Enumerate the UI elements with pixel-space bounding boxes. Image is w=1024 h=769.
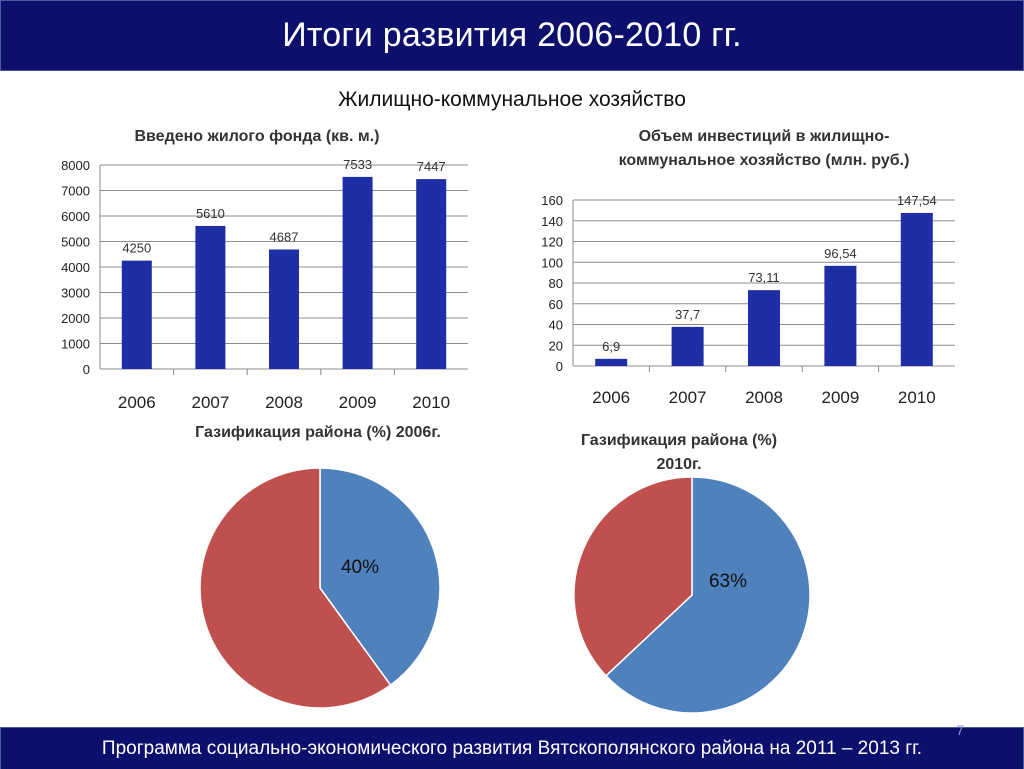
chart0-data-label: 7533	[343, 156, 373, 172]
chart0-bar	[416, 179, 446, 369]
chart1-ytick-label: 100	[541, 255, 563, 271]
chart1-title-line-1: коммунальное хозяйство (млн. руб.)	[618, 152, 910, 169]
chart3-title-line-0: Газификация района (%)	[580, 432, 778, 449]
chart0-ytick-label: 1000	[61, 336, 90, 352]
chart1-ytick-label: 20	[548, 338, 563, 354]
chart0-ytick-label: 7000	[61, 183, 90, 199]
chart1-ytick-label: 0	[555, 359, 563, 374]
chart0-bar	[195, 226, 225, 369]
chart0-ytick-label: 2000	[61, 311, 90, 326]
chart1-ytick-label: 160	[541, 193, 563, 208]
footer-text: Программа социально-экономического развития Вятскополянского района на 2011 – 2013 гг.	[101, 737, 923, 759]
chart1-ytick-label: 140	[541, 213, 563, 229]
chart3-title-line-1: 2010г.	[656, 456, 702, 473]
chart1-bar	[748, 290, 780, 366]
slide-title: Итоги развития 2006-2010 гг.	[282, 16, 742, 54]
chart0-ytick-label: 0	[82, 362, 90, 377]
chart2-title-line-0: Газификация района (%) 2006г.	[195, 424, 441, 441]
chart1-data-label: 147,54	[896, 192, 937, 208]
chart1-category-label: 2010	[897, 388, 936, 407]
chart1-category-label: 2009	[821, 388, 860, 407]
chart0-bar	[269, 249, 299, 369]
chart0-ytick-label: 8000	[61, 158, 90, 173]
chart1-bar	[672, 327, 704, 366]
chart0-data-label: 5610	[195, 205, 225, 221]
chart1-category-label: 2006	[592, 388, 631, 407]
chart1-bar	[824, 266, 856, 366]
chart1-ytick-label: 60	[548, 296, 563, 312]
chart0-ytick-label: 3000	[61, 285, 90, 301]
chart0-title-line-0: Введено жилого фонда (кв. м.)	[134, 128, 380, 145]
chart0-data-label: 4250	[122, 240, 152, 256]
chart0-category-label: 2006	[117, 393, 156, 412]
chart0-ytick-label: 4000	[61, 260, 90, 275]
chart0-category-label: 2007	[191, 393, 230, 412]
chart1-title-line-0: Объем инвестиций в жилищно-	[638, 128, 890, 145]
chart0-category-label: 2008	[265, 393, 303, 412]
chart0-category-label: 2009	[338, 393, 377, 412]
chart0-bar	[343, 177, 373, 369]
chart3-slice-label: 63%	[708, 571, 748, 592]
section-title: Жилищно-коммунальное хозяйство	[338, 88, 686, 111]
chart1-ytick-label: 40	[548, 317, 563, 333]
chart1-ytick-label: 120	[541, 234, 563, 250]
chart1-category-label: 2007	[668, 388, 707, 407]
chart2-slice-label: 40%	[340, 557, 380, 578]
chart1-ytick-label: 80	[548, 276, 563, 291]
chart0-bar	[122, 261, 152, 369]
chart1-data-label: 96,54	[824, 245, 857, 261]
chart1-bar	[595, 359, 627, 366]
page-number: 7	[956, 722, 964, 738]
chart0-category-label: 2010	[412, 393, 451, 412]
slide-footer	[0, 727, 1024, 769]
chart1-category-label: 2008	[745, 388, 783, 407]
chart1-data-label: 6,9	[602, 338, 621, 354]
chart0-data-label: 4687	[269, 229, 299, 245]
chart0-data-label: 7447	[416, 159, 446, 175]
chart1-data-label: 37,7	[674, 306, 701, 322]
chart1-data-label: 73,11	[748, 270, 780, 286]
chart0-ytick-label: 5000	[61, 234, 90, 250]
chart0-ytick-label: 6000	[61, 209, 90, 224]
chart1-bar	[901, 213, 933, 366]
